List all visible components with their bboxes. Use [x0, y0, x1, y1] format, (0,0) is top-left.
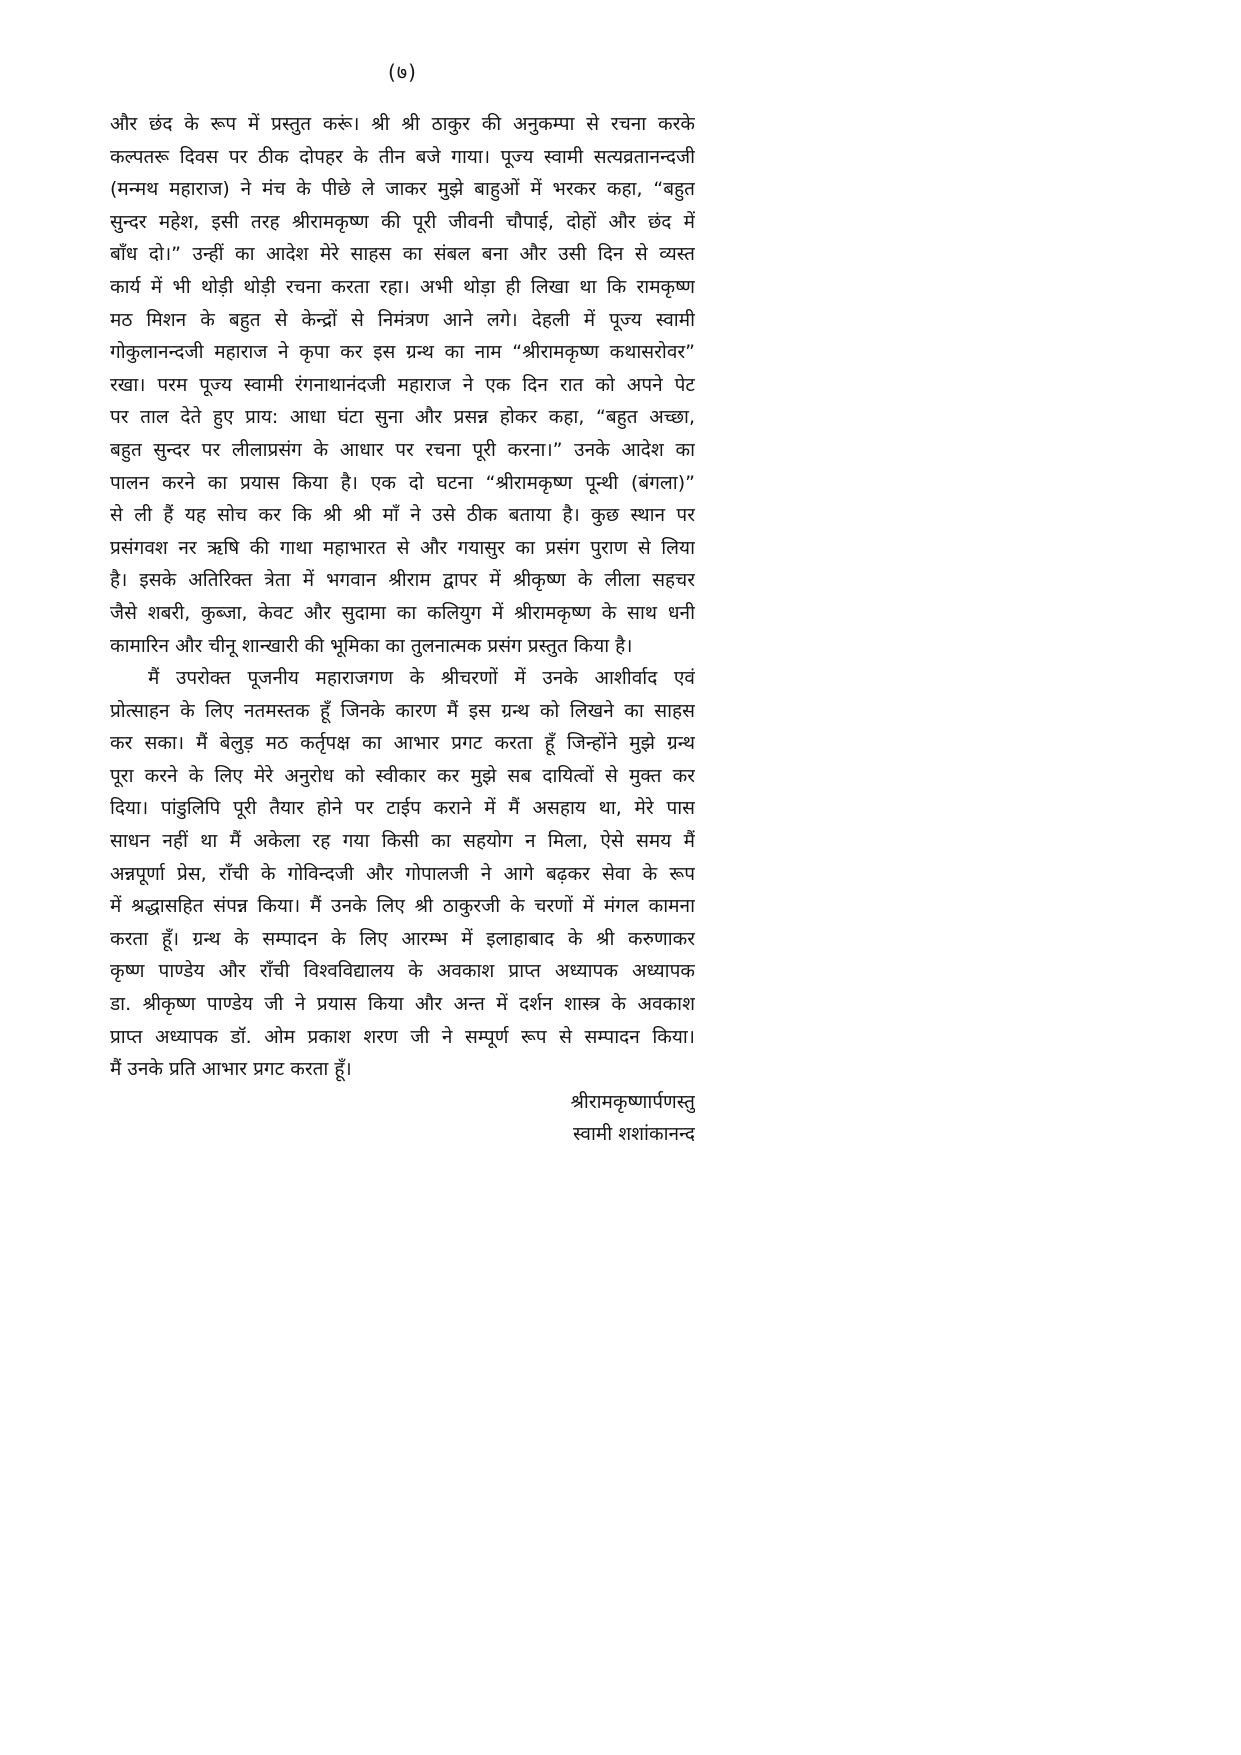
paragraph-1 — [110, 108, 695, 662]
text-line: प्राप्त अध्यापक डॉ. ओम प्रकाश शरण जी ने सम्पूर्ण रूप से सम्पादन किया। — [110, 1025, 695, 1048]
signature-author: स्वामी शशांकानन्द — [573, 1123, 695, 1146]
text-line: पालन करने का प्रयास किया है। एक दो घटना “श्रीरामकृष्ण पून्थी (बंगला)” — [110, 471, 695, 494]
text-line: मठ मिशन के बहुत से केन्द्रों से निमंत्रण आने लगे। देहली में पूज्य स्वामी — [110, 308, 695, 331]
text-line: कामारिन और चीनू शान्खारी की भूमिका का तुलनात्मक प्रसंग प्रस्तुत किया है। — [110, 634, 633, 657]
text-line: प्रसंगवश नर ऋषि की गाथा महाभारत से और गयासुर का प्रसंग पुराण से लिया — [110, 536, 695, 559]
text-line: जैसे शबरी, कुब्जा, केवट और सुदामा का कलियुग में श्रीरामकृष्ण के साथ धनी — [110, 601, 695, 624]
text-line: सुन्दर महेश, इसी तरह श्रीरामकृष्ण की पूरी जीवनी चौपाई, दोहों और छंद में — [110, 210, 695, 233]
text-line: पर ताल देते हुए प्राय: आधा घंटा सुना और प्रसन्न होकर कहा, “बहुत अच्छा, — [110, 406, 695, 429]
text-line: साधन नहीं था मैं अकेला रह गया किसी का सहयोग न मिला, ऐसे समय मैं — [110, 830, 695, 853]
text-line: से ली हैं यह सोच कर कि श्री श्री माँ ने उसे ठीक बताया है। कुछ स्थान पर — [110, 504, 695, 527]
text-line: (मन्मथ महाराज) ने मंच के पीछे ले जाकर मुझे बाहुओं में भरकर कहा, “बहुत — [110, 178, 695, 201]
text-line: पूरा करने के लिए मेरे अनुरोध को स्वीकार कर मुझे सब दायित्वों से मुक्त कर — [110, 764, 695, 787]
body-text — [110, 108, 695, 1151]
text-line: कृष्ण पाण्डेय और राँची विश्वविद्यालय के अवकाश प्राप्त अध्यापक अध्यापक — [110, 960, 695, 983]
signature-dedication: श्रीरामकृष्णार्पणस्तु — [570, 1090, 695, 1113]
text-line: कर सका। मैं बेलुड़ मठ कर्तृपक्ष का आभार प्रगट करता हूँ जिन्होंने मुझे ग्रन्थ — [110, 732, 695, 755]
text-line: बहुत सुन्दर पर लीलाप्रसंग के आधार पर रचना पूरी करना।” उनके आदेश का — [110, 438, 695, 461]
text-line: प्रोत्साहन के लिए नतमस्तक हूँ जिनके कारण मैं इस ग्रन्थ को लिखने का साहस — [110, 699, 695, 722]
text-line: गोकुलानन्दजी महाराज ने कृपा कर इस ग्रन्थ का नाम “श्रीरामकृष्ण कथासरोवर” — [110, 341, 695, 364]
text-line: में श्रद्धासहित संपन्न किया। मैं उनके लिए श्री ठाकुरजी के चरणों में मंगल कामना — [110, 895, 695, 918]
text-line: मैं उपरोक्त पूजनीय महाराजगण के श्रीचरणों में उनके आशीर्वाद एवं — [148, 667, 695, 690]
text-line: कार्य में भी थोड़ी थोड़ी रचना करता रहा। अभी थोड़ा ही लिखा था कि रामकृष्ण — [110, 275, 695, 298]
page-number: (७) — [387, 60, 417, 84]
text-line: अन्नपूर्णा प्रेस, राँची के गोविन्दजी और गोपालजी ने आगे बढ़कर सेवा के रूप — [110, 862, 695, 885]
text-line: और छंद के रूप में प्रस्तुत करूं। श्री श्री ठाकुर की अनुकम्पा से रचना करके — [110, 113, 695, 135]
text-line: मैं उनके प्रति आभार प्रगट करता हूँ। — [110, 1058, 352, 1081]
text-line: बाँध दो।” उन्हीं का आदेश मेरे साहस का संबल बना और उसी दिन से व्यस्त — [110, 243, 695, 266]
text-line: दिया। पांडुलिपि पूरी तैयार होने पर टाईप कराने में मैं असहाय था, मेरे पास — [110, 797, 695, 820]
text-line: रखा। परम पूज्य स्वामी रंगनाथानंदजी महाराज ने एक दिन रात को अपने पेट — [110, 373, 695, 396]
text-line: डा. श्रीकृष्ण पाण्डेय जी ने प्रयास किया और अन्त में दर्शन शास्त्र के अवकाश — [110, 993, 695, 1016]
text-line: कल्पतरू दिवस पर ठीक दोपहर के तीन बजे गाया। पूज्य स्वामी सत्यव्रतानन्दजी — [110, 145, 695, 168]
signature-block — [110, 1086, 695, 1151]
paragraph-2 — [110, 662, 695, 1086]
text-line: है। इसके अतिरिक्त त्रेता में भगवान श्रीराम द्वापर में श्रीकृष्ण के लीला सहचर — [110, 569, 695, 592]
text-line: करता हूँ। ग्रन्थ के सम्पादन के लिए आरम्भ में इलाहाबाद के श्री करुणाकर — [110, 927, 695, 950]
